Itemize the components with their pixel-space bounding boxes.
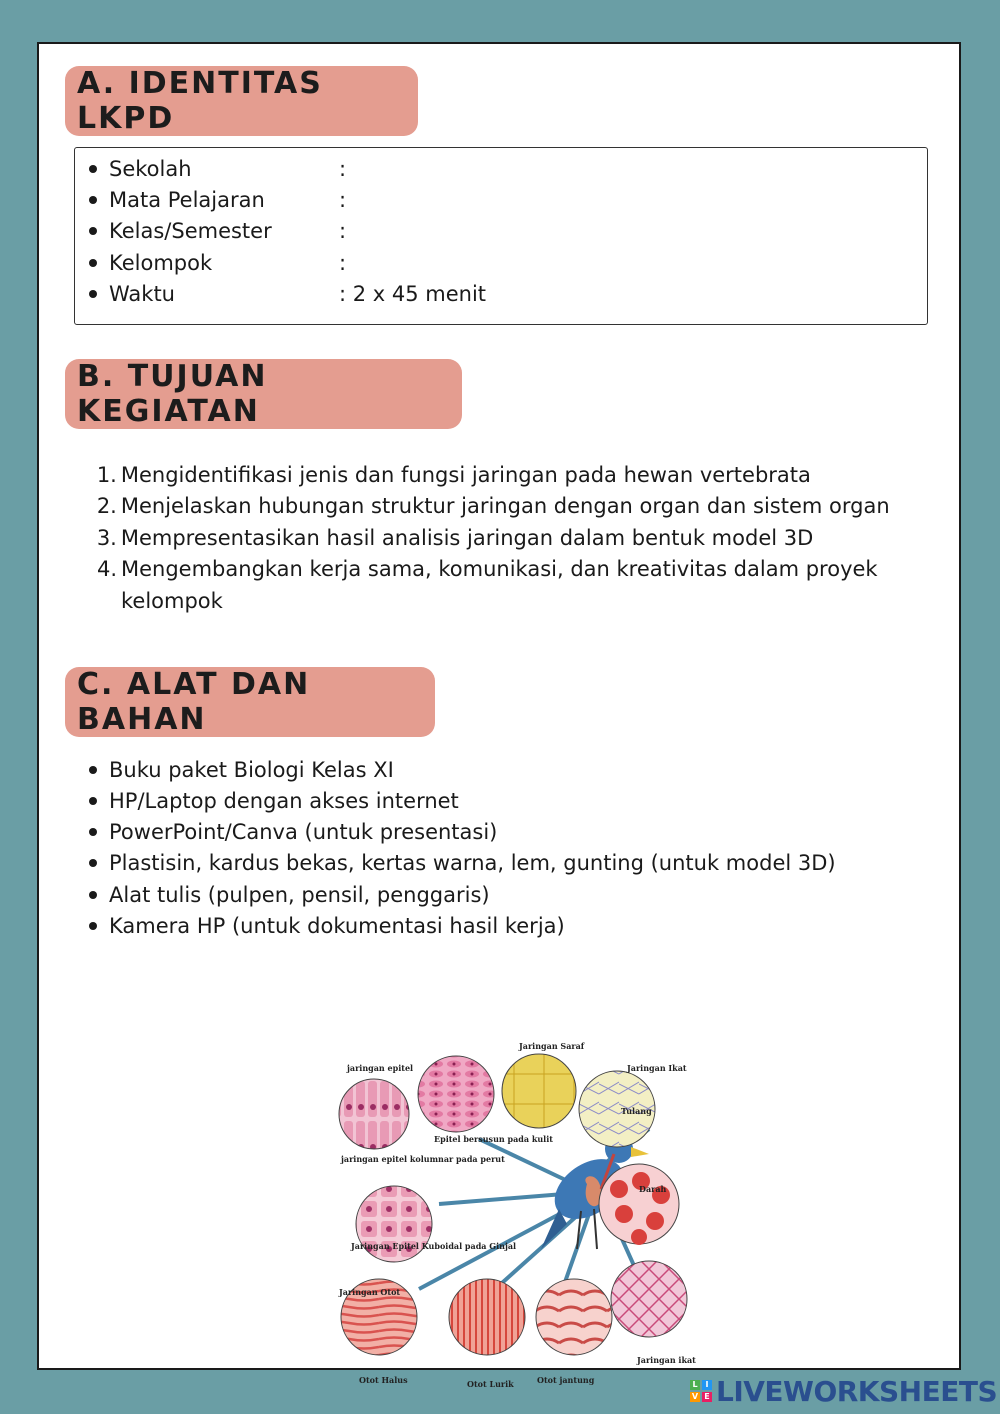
material-item [89, 787, 459, 815]
identity-value: : [339, 219, 347, 243]
label-tulang: Tulang [621, 1106, 652, 1116]
goal-number: 3. [96, 526, 117, 550]
material-item [89, 818, 497, 846]
skeletal-muscle-circle [449, 1279, 525, 1355]
material-item [89, 849, 836, 877]
material-text: Alat tulis (pulpen, pensil, penggaris) [109, 883, 490, 907]
identity-row [89, 280, 486, 308]
label-epitel-kulit: Epitel bersusun pada kulit [434, 1134, 553, 1144]
bullet-icon [89, 922, 97, 930]
identity-row [89, 186, 346, 214]
goal-item [87, 522, 897, 554]
material-text: HP/Laptop dengan akses internet [109, 789, 459, 813]
material-text: PowerPoint/Canva (untuk presentasi) [109, 820, 498, 844]
identity-label: Kelas/Semester [109, 219, 272, 243]
section-c-heading: C. ALAT DAN BAHAN [65, 667, 435, 737]
identity-value: : 2 x 45 menit [339, 282, 487, 306]
goal-number: 1. [96, 463, 117, 487]
label-saraf: Jaringan Saraf [519, 1041, 585, 1051]
goal-item [87, 490, 897, 522]
bullet-icon [89, 797, 97, 805]
bullet-icon [89, 259, 97, 267]
liveworksheets-logo[interactable] [690, 1374, 997, 1408]
connective-tissue-circle [611, 1261, 687, 1337]
nerve-tissue-circle [502, 1054, 576, 1128]
goal-number: 2. [96, 494, 117, 518]
goal-text: Mempresentasikan hasil analisis jaringan dalam bentuk model 3D [120, 526, 814, 550]
identity-box [74, 147, 928, 325]
section-a-heading: A. IDENTITAS LKPD [65, 66, 418, 136]
label-otot-lurik: Otot Lurik [467, 1379, 514, 1389]
identity-label: Sekolah [109, 157, 192, 181]
identity-value: : [339, 251, 347, 275]
label-epitel: jaringan epitel [347, 1063, 414, 1073]
bullet-icon [89, 766, 97, 774]
material-text: Kamera HP (untuk dokumentasi hasil kerja) [109, 914, 565, 938]
logo-text: LIVEWORKSHEETS [716, 1374, 998, 1408]
identity-row [89, 249, 346, 277]
bullet-icon [89, 227, 97, 235]
identity-row [89, 217, 346, 245]
logo-blocks-icon: L I V E [690, 1380, 712, 1402]
goal-text: Mengidentifikasi jenis dan fungsi jaringan pada hewan vertebrata [120, 463, 811, 487]
label-kolumnar: jaringan epitel kolumnar pada perut [341, 1154, 505, 1164]
skin-epithelium-circle [418, 1056, 494, 1132]
section-b-heading: B. TUJUAN KEGIATAN [65, 359, 462, 429]
goal-item [87, 553, 897, 617]
bullet-icon [89, 891, 97, 899]
bullet-icon [89, 196, 97, 204]
cardiac-muscle-circle [536, 1279, 612, 1355]
label-kuboidal: Jaringan Epitel Kuboidal pada Ginjal [351, 1241, 517, 1251]
material-item [89, 881, 490, 909]
label-ikat-top: Jaringan Ikat [627, 1063, 687, 1073]
identity-value: : [339, 188, 347, 212]
material-item [89, 912, 565, 940]
identity-row [89, 155, 346, 183]
goal-item [87, 459, 897, 491]
bullet-icon [89, 859, 97, 867]
identity-label: Mata Pelajaran [109, 188, 265, 212]
epithelium-circle [339, 1079, 409, 1149]
goal-text: Menjelaskan hubungan struktur jaringan dengan organ dan sistem organ [120, 494, 890, 518]
bullet-icon [89, 165, 97, 173]
label-otot: Jaringan Otot [339, 1287, 401, 1297]
goal-number: 4. [96, 557, 117, 581]
material-item [89, 756, 394, 784]
label-otot-jantung: Otot jantung [537, 1375, 595, 1385]
material-text: Buku paket Biologi Kelas XI [109, 758, 394, 782]
animal-tissue-diagram [319, 999, 696, 1389]
identity-value: : [339, 157, 347, 181]
goal-text: Mengembangkan kerja sama, komunikasi, dan kreativitas dalam proyek kelompok [121, 557, 878, 613]
bullet-icon [89, 828, 97, 836]
label-darah: Darah [639, 1184, 667, 1194]
material-text: Plastisin, kardus bekas, kertas warna, lem, gunting (untuk model 3D) [109, 851, 836, 875]
identity-label: Waktu [109, 282, 175, 306]
label-ikat-bottom: Jaringan ikat [637, 1355, 696, 1365]
identity-label: Kelompok [109, 251, 213, 275]
worksheet-page [37, 42, 961, 1389]
label-otot-halus: Otot Halus [359, 1375, 408, 1385]
bullet-icon [89, 290, 97, 298]
